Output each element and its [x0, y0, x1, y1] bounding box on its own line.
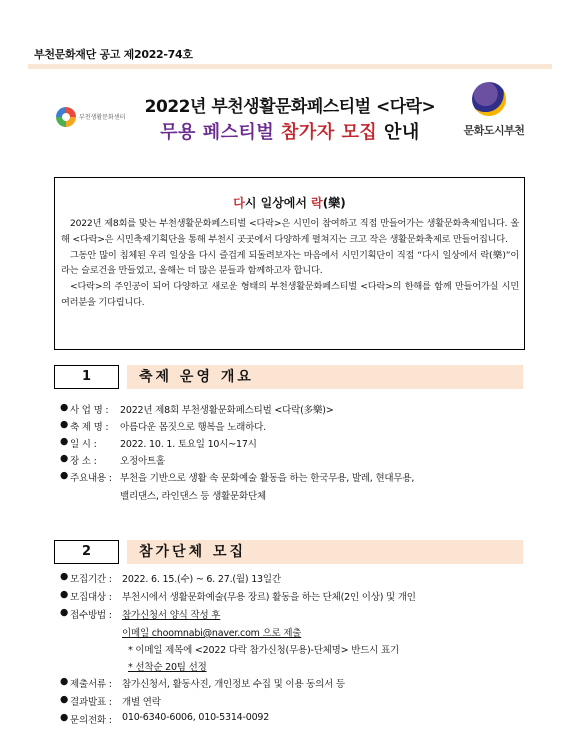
item-value: 부천을 기반으로 생활 속 문화예술 활동을 하는 한국무용, 발레, 현대무용, — [120, 473, 415, 484]
intro-heading — [55, 194, 524, 211]
section-2-header — [54, 540, 523, 564]
item-value: 밸리댄스, 라인댄스 등 생활문화단체 — [120, 491, 266, 502]
item-value: 2022. 6. 15.(수) ~ 6. 27.(월) 13일간 — [122, 574, 281, 585]
item-value: 개별 연락 — [122, 697, 161, 708]
section-1-title: 축제 운영 개요 — [127, 365, 523, 389]
item-value: 부천시에서 생활문화예술(무용 장르) 활동을 하는 단체(2인 이상) 및 개인 — [122, 592, 416, 603]
notice-number: 부천문화재단 공고 제2022-74호 — [34, 48, 193, 61]
heading-mid: 시 일상에서 — [244, 196, 312, 210]
heading-da: 다 — [233, 196, 245, 210]
bullet-icon: ● — [60, 694, 69, 705]
bullet-icon: ● — [60, 419, 69, 430]
item-label: 모집기간 : — [70, 574, 112, 585]
intro-paragraph-3: <다락>의 주인공이 되어 다양하고 새로운 형태의 부천생활문화페스티벌 <다락>의 한해를 함께 만들어가실 시민 여러분을 기다립니다. — [61, 281, 519, 308]
intro-body — [61, 216, 519, 311]
item-value: 오정아트홀 — [120, 456, 165, 467]
culture-city-logo — [456, 82, 532, 154]
first-come-note: * 선착순 20팀 선정 — [128, 662, 207, 673]
bullet-icon: ● — [60, 607, 69, 618]
title-dance-festival: 무용 페스티벌 — [160, 122, 275, 143]
title-banner — [28, 80, 552, 160]
bullet-icon: ● — [60, 676, 69, 687]
intro-paragraph-1: 2022년 제8회를 맞는 부천생활문화페스티벌 <다락>은 시민이 참여하고 직접 만들어가는 생활문화축제입니다. 올해 <다락>은 시민축제기획단을 통해 부천시 곳곳에서 다양하게 펼쳐지는 크고 작은 생활문화축제로 만들어집니다. — [61, 218, 519, 245]
item-label: 모집대상 : — [70, 592, 112, 603]
bullet-icon: ● — [60, 453, 69, 464]
email-submission: 이메일 choomnabi@naver.com 으로 제출 — [122, 628, 302, 639]
item-label: 장 소 : — [70, 456, 97, 467]
section-1-header — [54, 365, 523, 389]
intro-paragraph-2: 그동안 많이 침체된 우리 일상을 다시 즐겁게 되돌려보자는 마음에서 시민기획단이 직접 “다시 일상에서 락(樂)”이라는 슬로건을 만들었고, 올해는 더 많은 분들과 함께하고자 합니다. — [61, 249, 519, 277]
heading-rak: 락 — [311, 196, 323, 210]
item-label: 축 제 명 : — [70, 422, 109, 433]
item-value: 010-6340-6006, 010-5314-0092 — [122, 712, 270, 723]
logo-right-label: 문화도시부천 — [463, 124, 525, 137]
bullet-icon: ● — [60, 571, 69, 582]
title-line-1: 2022년 부천생활문화페스티벌 <다락> — [144, 97, 436, 117]
email-subject-note: * 이메일 제목에 <2022 다락 참가신청(무용)-단체명> 반드시 표기 — [128, 645, 399, 656]
item-label: 접수방법 : — [70, 610, 112, 621]
item-value: 2022년 제8회 부천생활문화페스티벌 <다락(多樂)> — [120, 405, 334, 416]
item-label: 결과발표 : — [70, 697, 112, 708]
item-label: 문의전화 : — [70, 715, 112, 726]
item-value: 참가신청서, 활동사진, 개인정보 수집 및 이용 동의서 등 — [122, 679, 345, 690]
item-value: 참가신청서 양식 작성 후 — [122, 610, 221, 621]
item-value: 아름다운 몸짓으로 행복을 노래하다. — [120, 422, 266, 433]
item-label: 사 업 명 : — [70, 405, 109, 416]
title-recruit: 참가자 모집 — [281, 122, 378, 143]
bullet-icon: ● — [60, 712, 69, 723]
title-notice: 안내 — [384, 122, 420, 143]
item-label: 주요내용 : — [70, 473, 112, 484]
heading-hanja: (樂) — [322, 196, 346, 210]
item-label: 일 시 : — [70, 439, 97, 450]
section-1-number: 1 — [54, 365, 119, 389]
top-divider — [28, 64, 552, 69]
section-2-number: 2 — [54, 540, 119, 564]
bullet-icon: ● — [60, 436, 69, 447]
bullet-icon: ● — [60, 402, 69, 413]
logo-left-label: 부천생활문화센터 — [79, 114, 126, 121]
orb-logo-icon — [472, 82, 506, 116]
bullet-icon: ● — [60, 470, 69, 481]
bullet-icon: ● — [60, 589, 69, 600]
section-2-title: 참가단체 모집 — [127, 540, 523, 564]
item-label: 제출서류 : — [70, 679, 112, 690]
item-value: 2022. 10. 1. 토요일 10시~17시 — [120, 439, 257, 450]
intro-box — [54, 177, 525, 350]
